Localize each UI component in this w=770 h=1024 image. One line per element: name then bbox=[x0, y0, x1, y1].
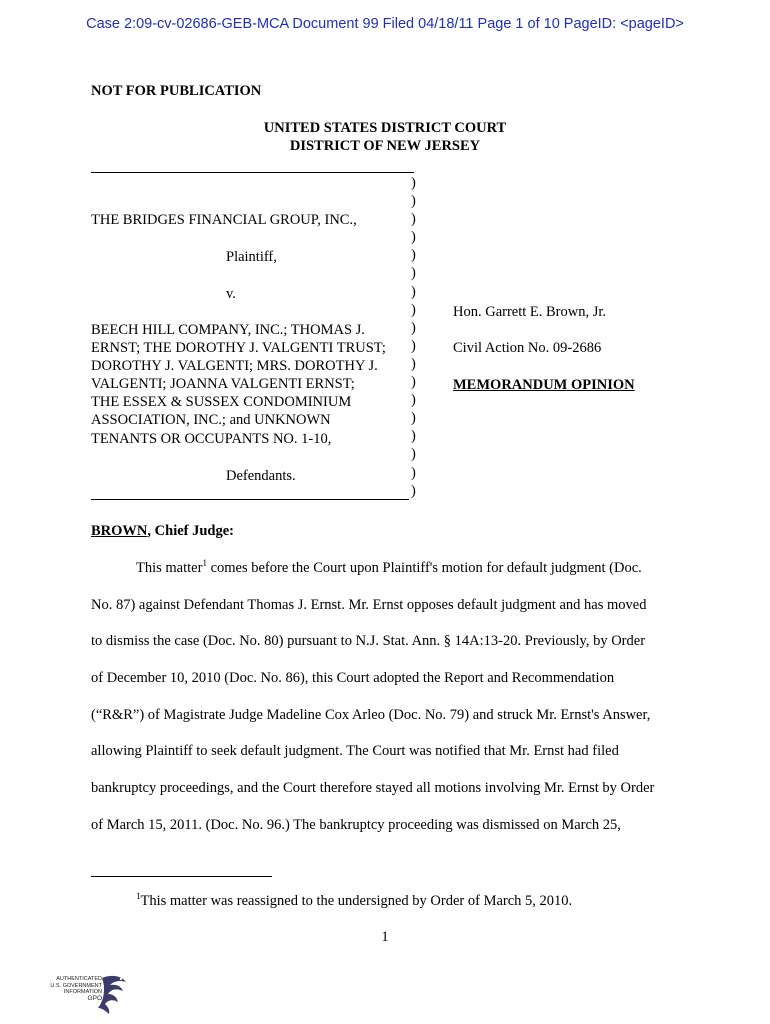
author-name: BROWN bbox=[91, 523, 148, 539]
paragraph-text: comes before the Court upon Plaintiff's motion for default judgment (Doc. bbox=[206, 560, 642, 576]
defendant-line: ERNST; THE DOROTHY J. VALGENTI TRUST; bbox=[91, 340, 386, 357]
footnote-ref: 1 bbox=[202, 558, 207, 568]
plaintiff-name: THE BRIDGES FINANCIAL GROUP, INC., bbox=[91, 212, 357, 228]
footnote-text: This matter was reassigned to the undersigned by Order of March 5, 2010. bbox=[140, 893, 573, 909]
versus: v. bbox=[226, 286, 236, 302]
defendant-line: DOROTHY J. VALGENTI; MRS. DOROTHY J. bbox=[91, 358, 378, 375]
court-district: DISTRICT OF NEW JERSEY bbox=[289, 138, 481, 154]
gpo-line: INFORMATION bbox=[63, 989, 102, 995]
footnote-separator bbox=[91, 876, 272, 877]
not-for-publication: NOT FOR PUBLICATION bbox=[91, 83, 262, 99]
defendant-line: THE ESSEX & SUSSEX CONDOMINIUM bbox=[91, 394, 352, 411]
gpo-logo-text bbox=[44, 976, 102, 1002]
defendants-label: Defendants. bbox=[226, 468, 296, 484]
judge-name: Hon. Garrett E. Brown, Jr. bbox=[453, 304, 607, 320]
author-title: , Chief Judge: bbox=[147, 523, 235, 539]
author-line bbox=[91, 522, 234, 540]
paragraph-line: No. 87) against Defendant Thomas J. Ernst. Mr. Ernst opposes default judgment and has moved bbox=[91, 597, 647, 613]
footnote bbox=[136, 892, 572, 910]
paragraph-line: of December 10, 2010 (Doc. No. 86), this Court adopted the Report and Recommendation bbox=[91, 670, 615, 686]
paragraph-line-first bbox=[136, 560, 642, 577]
court-name: UNITED STATES DISTRICT COURT bbox=[263, 120, 507, 136]
defendant-line: VALGENTI; JOANNA VALGENTI ERNST; bbox=[91, 376, 355, 393]
caption-parentheses: ) ) ) ) ) ) ) ) ) ) ) ) ) ) ) ) ) ) bbox=[411, 175, 416, 499]
caption-top-rule bbox=[91, 172, 414, 173]
gpo-line: U.S. GOVERNMENT bbox=[50, 982, 102, 989]
civil-action-number: Civil Action No. 09-2686 bbox=[453, 340, 602, 356]
defendants-list bbox=[91, 321, 386, 448]
paragraph-line: to dismiss the case (Doc. No. 80) pursuant to N.J. Stat. Ann. § 14A:13-20. Previously, by Order bbox=[91, 633, 646, 649]
paragraph-line: bankruptcy proceedings, and the Court therefore stayed all motions involving Mr. Ernst by Order bbox=[91, 780, 655, 796]
footnote-number: 1 bbox=[136, 891, 141, 901]
gpo-mark: GPO bbox=[87, 994, 102, 1002]
page-number: 1 bbox=[381, 929, 389, 945]
gpo-authenticated-logo bbox=[44, 972, 130, 1016]
defendant-line: TENANTS OR OCCUPANTS NO. 1-10, bbox=[91, 430, 332, 447]
plaintiff-label: Plaintiff, bbox=[226, 249, 277, 265]
memorandum-title: MEMORANDUM OPINION bbox=[453, 377, 635, 393]
gpo-line: AUTHENTICATED bbox=[56, 976, 102, 982]
caption-bottom-rule bbox=[91, 499, 409, 500]
defendant-line: ASSOCIATION, INC.; and UNKNOWN bbox=[91, 412, 331, 429]
eagle-icon bbox=[96, 972, 130, 1016]
defendant-line: BEECH HILL COMPANY, INC.; THOMAS J. bbox=[91, 322, 365, 338]
paragraph-line: (“R&R”) of Magistrate Judge Madeline Cox Arleo (Doc. No. 79) and struck Mr. Ernst's Answer, bbox=[91, 707, 651, 723]
paragraph-line: allowing Plaintiff to seek default judgment. The Court was notified that Mr. Ernst had filed bbox=[91, 743, 619, 759]
paragraph-line: of March 15, 2011. (Doc. No. 96.) The bankruptcy proceeding was dismissed on March 25, bbox=[91, 817, 621, 833]
case-header: Case 2:09-cv-02686-GEB-MCA Document 99 Filed 04/18/11 Page 1 of 10 PageID: <pageID> bbox=[86, 16, 684, 32]
paragraph-text: This matter bbox=[136, 560, 203, 576]
